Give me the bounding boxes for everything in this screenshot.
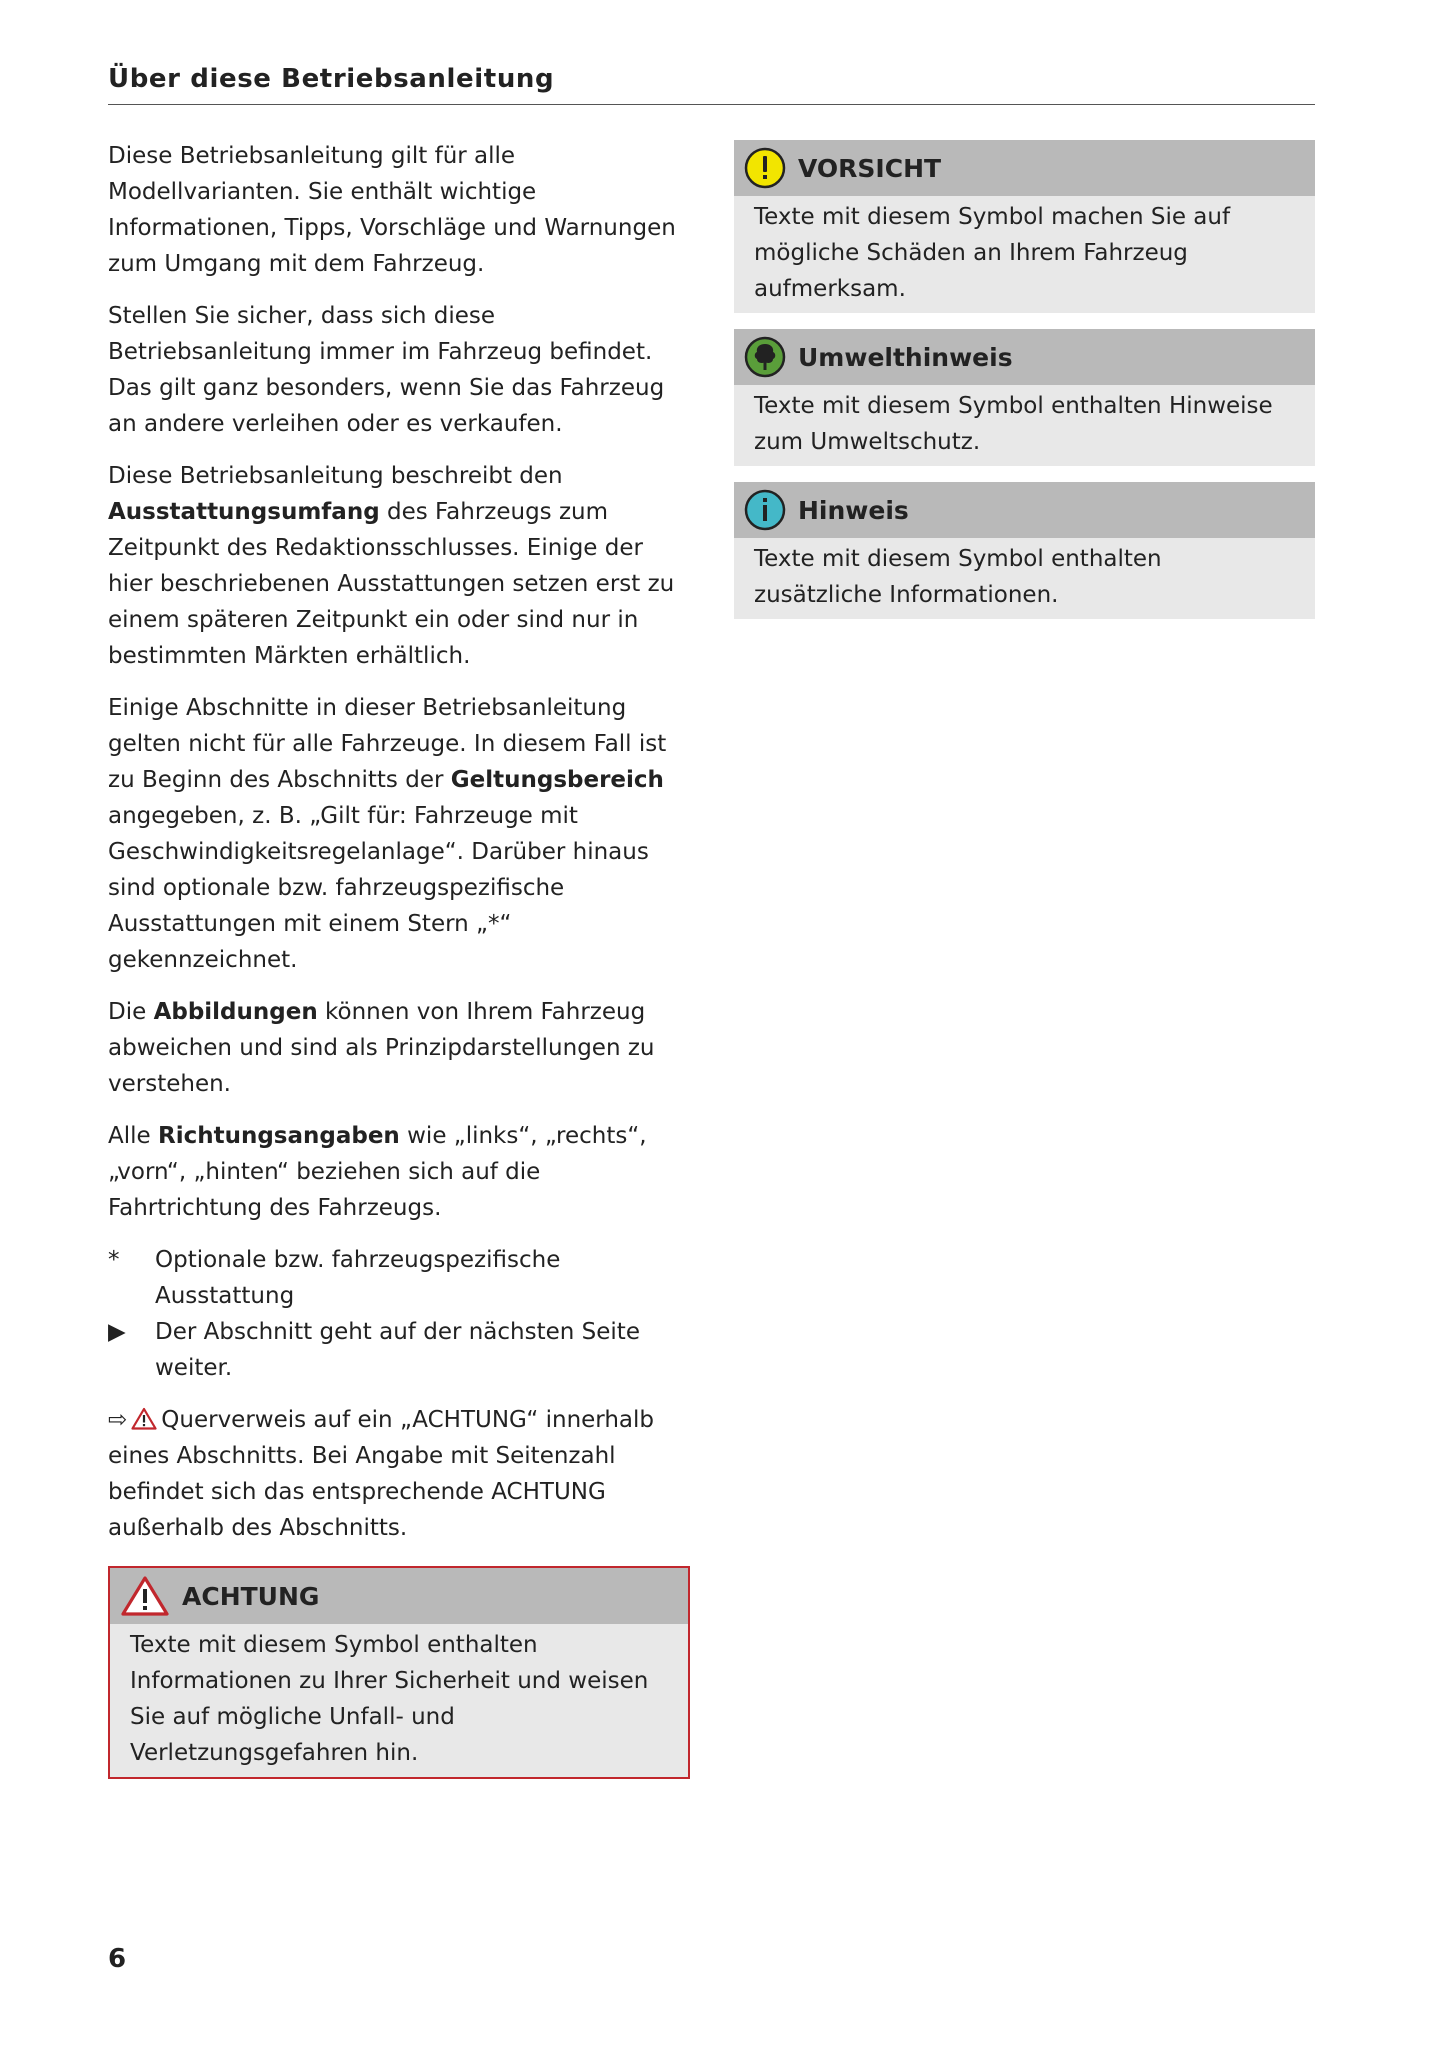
legend-text: Der Abschnitt geht auf der nächsten Seite weiter.: [155, 1319, 640, 1381]
bold-term-ausstattungsumfang: Ausstattungsumfang: [108, 499, 380, 525]
info-header: [734, 482, 1315, 538]
paragraph-equipment-scope: Diese Betriebsanleitung beschreibt den Ausstattungsumfang des Fahrzeugs zum Zeitpunkt des Redaktionsschlusses. Einige der hier beschriebenen Ausstattungen setzen erst zu einem späteren Zeitpunkt ein oder sind nur in bestimmten Märkten erhältlich.: [108, 463, 675, 669]
page-header: [108, 64, 1315, 105]
asterisk-symbol: *: [108, 1247, 120, 1273]
paragraph-illustrations: Die Abbildungen können von Ihrem Fahrzeug abweichen und sind als Prinzipdarstellungen zu verstehen.: [108, 999, 655, 1097]
environment-header: [734, 329, 1315, 385]
caution-title: VORSICHT: [798, 153, 942, 183]
warning-box: [108, 1566, 690, 1779]
caution-text: Texte mit diesem Symbol machen Sie auf mögliche Schäden an Ihrem Fahrzeug aufmerksam.: [754, 204, 1231, 302]
bold-term-richtungsangaben: Richtungsangaben: [157, 1123, 400, 1149]
paragraph-keep-in-vehicle: Stellen Sie sicher, dass sich diese Betriebsanleitung immer im Fahrzeug befindet. Das gilt ganz besonders, wenn Sie das Fahrzeug an andere verleihen oder es verkaufen.: [108, 303, 665, 437]
left-column: [108, 138, 690, 1779]
environment-title: Umwelthinweis: [798, 342, 1013, 372]
bold-term-geltungsbereich: Geltungsbereich: [450, 767, 664, 793]
info-title: Hinweis: [798, 495, 909, 525]
caution-notice: [734, 140, 1315, 313]
warning-triangle-icon: [131, 1407, 157, 1430]
paragraph-scope-of-validity: Einige Abschnitte in dieser Betriebsanleitung gelten nicht für alle Fahrzeuge. In diesem Fall ist zu Beginn des Abschnitts der Geltungsbereich angegeben, z. B. „Gilt für: Fahrzeuge mit Geschwindigkeitsregelanlage“. Darüber hinaus sind optionale bzw. fahrzeugspezifische Ausstattungen mit einem Stern „*“ gekennzeichnet.: [108, 695, 667, 973]
warning-text: Texte mit diesem Symbol enthalten Informationen zu Ihrer Sicherheit und weisen Sie auf mögliche Unfall- und Verletzungsgefahren hin.: [130, 1632, 649, 1766]
warning-header: [110, 1568, 688, 1624]
info-notice: [734, 482, 1315, 619]
legend-text: Optionale bzw. fahrzeugspezifische Ausstattung: [155, 1247, 561, 1309]
page-number: 6: [108, 1944, 127, 1974]
arrow-right-icon: ⇨: [108, 1407, 128, 1433]
legend-item-continue: [108, 1314, 690, 1386]
caution-header: [734, 140, 1315, 196]
paragraph-validity: Diese Betriebsanleitung gilt für alle Modellvarianten. Sie enthält wichtige Informationen, Tipps, Vorschläge und Warnungen zum Umgang mit dem Fahrzeug.: [108, 143, 676, 277]
environment-notice: [734, 329, 1315, 466]
bold-term-abbildungen: Abbildungen: [153, 999, 318, 1025]
exclamation-circle-icon: [744, 147, 786, 189]
environment-text: Texte mit diesem Symbol enthalten Hinweise zum Umweltschutz.: [754, 393, 1273, 455]
page-title: Über diese Betriebsanleitung: [108, 64, 555, 94]
tree-icon: [744, 336, 786, 378]
info-circle-icon: [744, 489, 786, 531]
play-triangle-icon: ▶: [108, 1319, 126, 1345]
warning-title: ACHTUNG: [182, 1581, 320, 1611]
warning-triangle-icon: [120, 1575, 170, 1617]
legend-item-asterisk: [108, 1242, 690, 1314]
info-text: Texte mit diesem Symbol enthalten zusätzliche Informationen.: [754, 546, 1162, 608]
paragraph-crossref: ⇨ Querverweis auf ein „ACHTUNG“ innerhalb eines Abschnitts. Bei Angabe mit Seitenzahl befindet sich das entsprechende ACHTUNG außerhalb des Abschnitts.: [108, 1407, 655, 1541]
right-column: [734, 140, 1315, 635]
paragraph-directions: Alle Richtungsangaben wie „links“, „rechts“, „vorn“, „hinten“ beziehen sich auf die Fahrtrichtung des Fahrzeugs.: [108, 1123, 647, 1221]
